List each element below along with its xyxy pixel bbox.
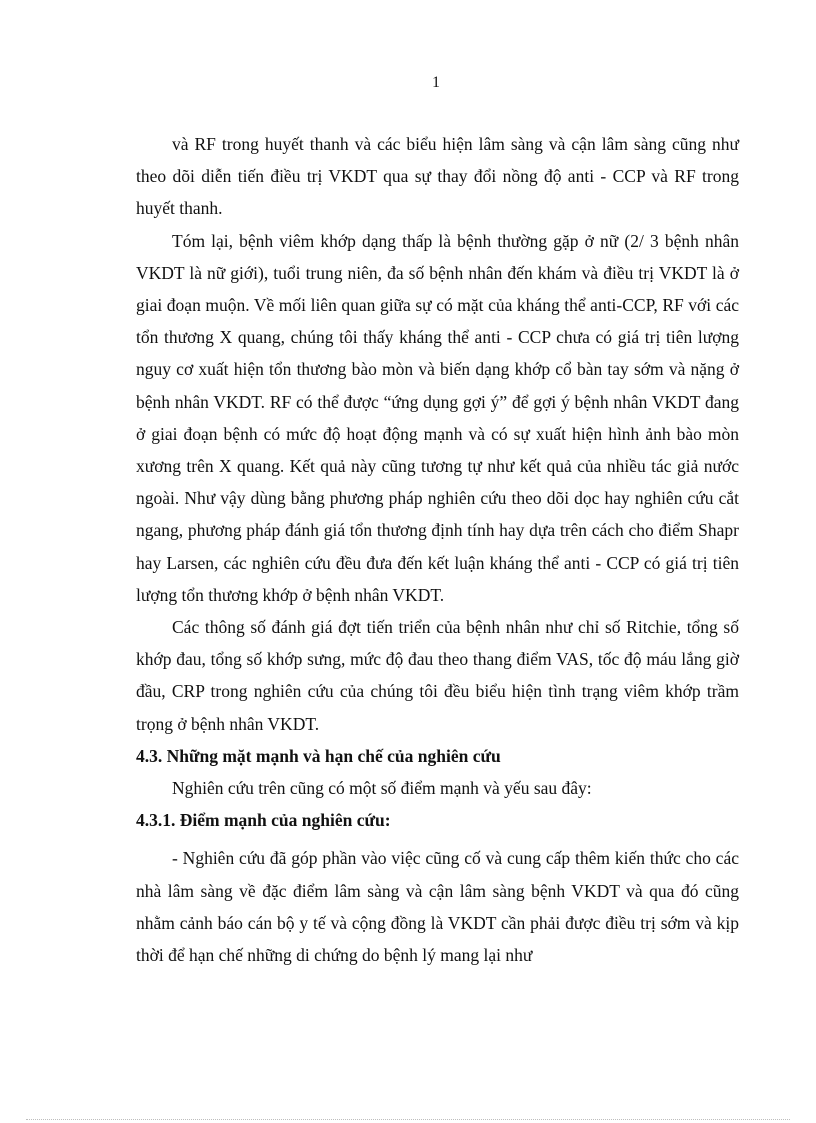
- paragraph-3: Các thông số đánh giá đợt tiến triển của bệnh nhân như chỉ số Ritchie, tổng số khớp đau, tổng số khớp sưng, mức độ đau theo thang điểm VAS, tốc độ máu lắng giờ đầu, CRP trong nghiên cứu của chúng tôi đều biểu hiện tình trạng viêm khớp trầm trọng ở bệnh nhân VKDT.: [136, 617, 739, 734]
- page-number: 1: [432, 74, 440, 91]
- document-body: [136, 128, 739, 971]
- section-heading-4-3: 4.3. Những mặt mạnh và hạn chế của nghiên cứu: [136, 745, 501, 766]
- footer-divider: [26, 1119, 790, 1120]
- section-heading-4-3-1: 4.3.1. Điểm mạnh của nghiên cứu:: [136, 810, 391, 831]
- bullet-paragraph-1: - Nghiên cứu đã góp phần vào việc cũng cố và cung cấp thêm kiến thức cho các nhà lâm sàng về đặc điểm lâm sàng và cận lâm sàng bệnh VKDT và qua đó cũng nhằm cảnh báo cán bộ y tế và cộng đồng là VKDT cần phải được điều trị sớm và kịp thời để hạn chế những di chứng do bệnh lý mang lại như: [136, 848, 739, 966]
- paragraph-4: Nghiên cứu trên cũng có một số điểm mạnh và yếu sau đây:: [172, 778, 592, 799]
- paragraph-2: Tóm lại, bệnh viêm khớp dạng thấp là bệnh thường gặp ở nữ (2/ 3 bệnh nhân VKDT là nữ giới), tuổi trung niên, đa số bệnh nhân đến khám và điều trị VKDT là ở giai đoạn muộn. Về mối liên quan giữa sự có mặt của kháng thể anti-CCP, RF với các tổn thương X quang, chúng tôi thấy kháng thể anti - CCP chưa có giá trị tiên lượng nguy cơ xuất hiện tổn thương bào mòn và biến dạng khớp cổ bàn tay sớm và nặng ở bệnh nhân VKDT. RF có thể được “ứng dụng gợi ý” để gợi ý bệnh nhân VKDT đang ở giai đoạn bệnh có mức độ hoạt động mạnh và có sự xuất hiện hình ảnh bào mòn xương trên X quang. Kết quả này cũng tương tự như kết quả của nhiều tác giả nước ngoài. Như vậy dùng bằng phương pháp nghiên cứu theo dõi dọc hay nghiên cứu cắt ngang, phương pháp đánh giá tổn thương định tính hay dựa trên cách cho điểm Shapr hay Larsen, các nghiên cứu đều đưa đến kết luận kháng thể anti - CCP có giá trị tiên lượng tổn thương khớp ở bệnh nhân VKDT.: [136, 230, 739, 605]
- paragraph-1: và RF trong huyết thanh và các biểu hiện lâm sàng và cận lâm sàng cũng như theo dõi diễn tiến điều trị VKDT qua sự thay đổi nồng độ anti - CCP và RF trong huyết thanh.: [136, 134, 739, 219]
